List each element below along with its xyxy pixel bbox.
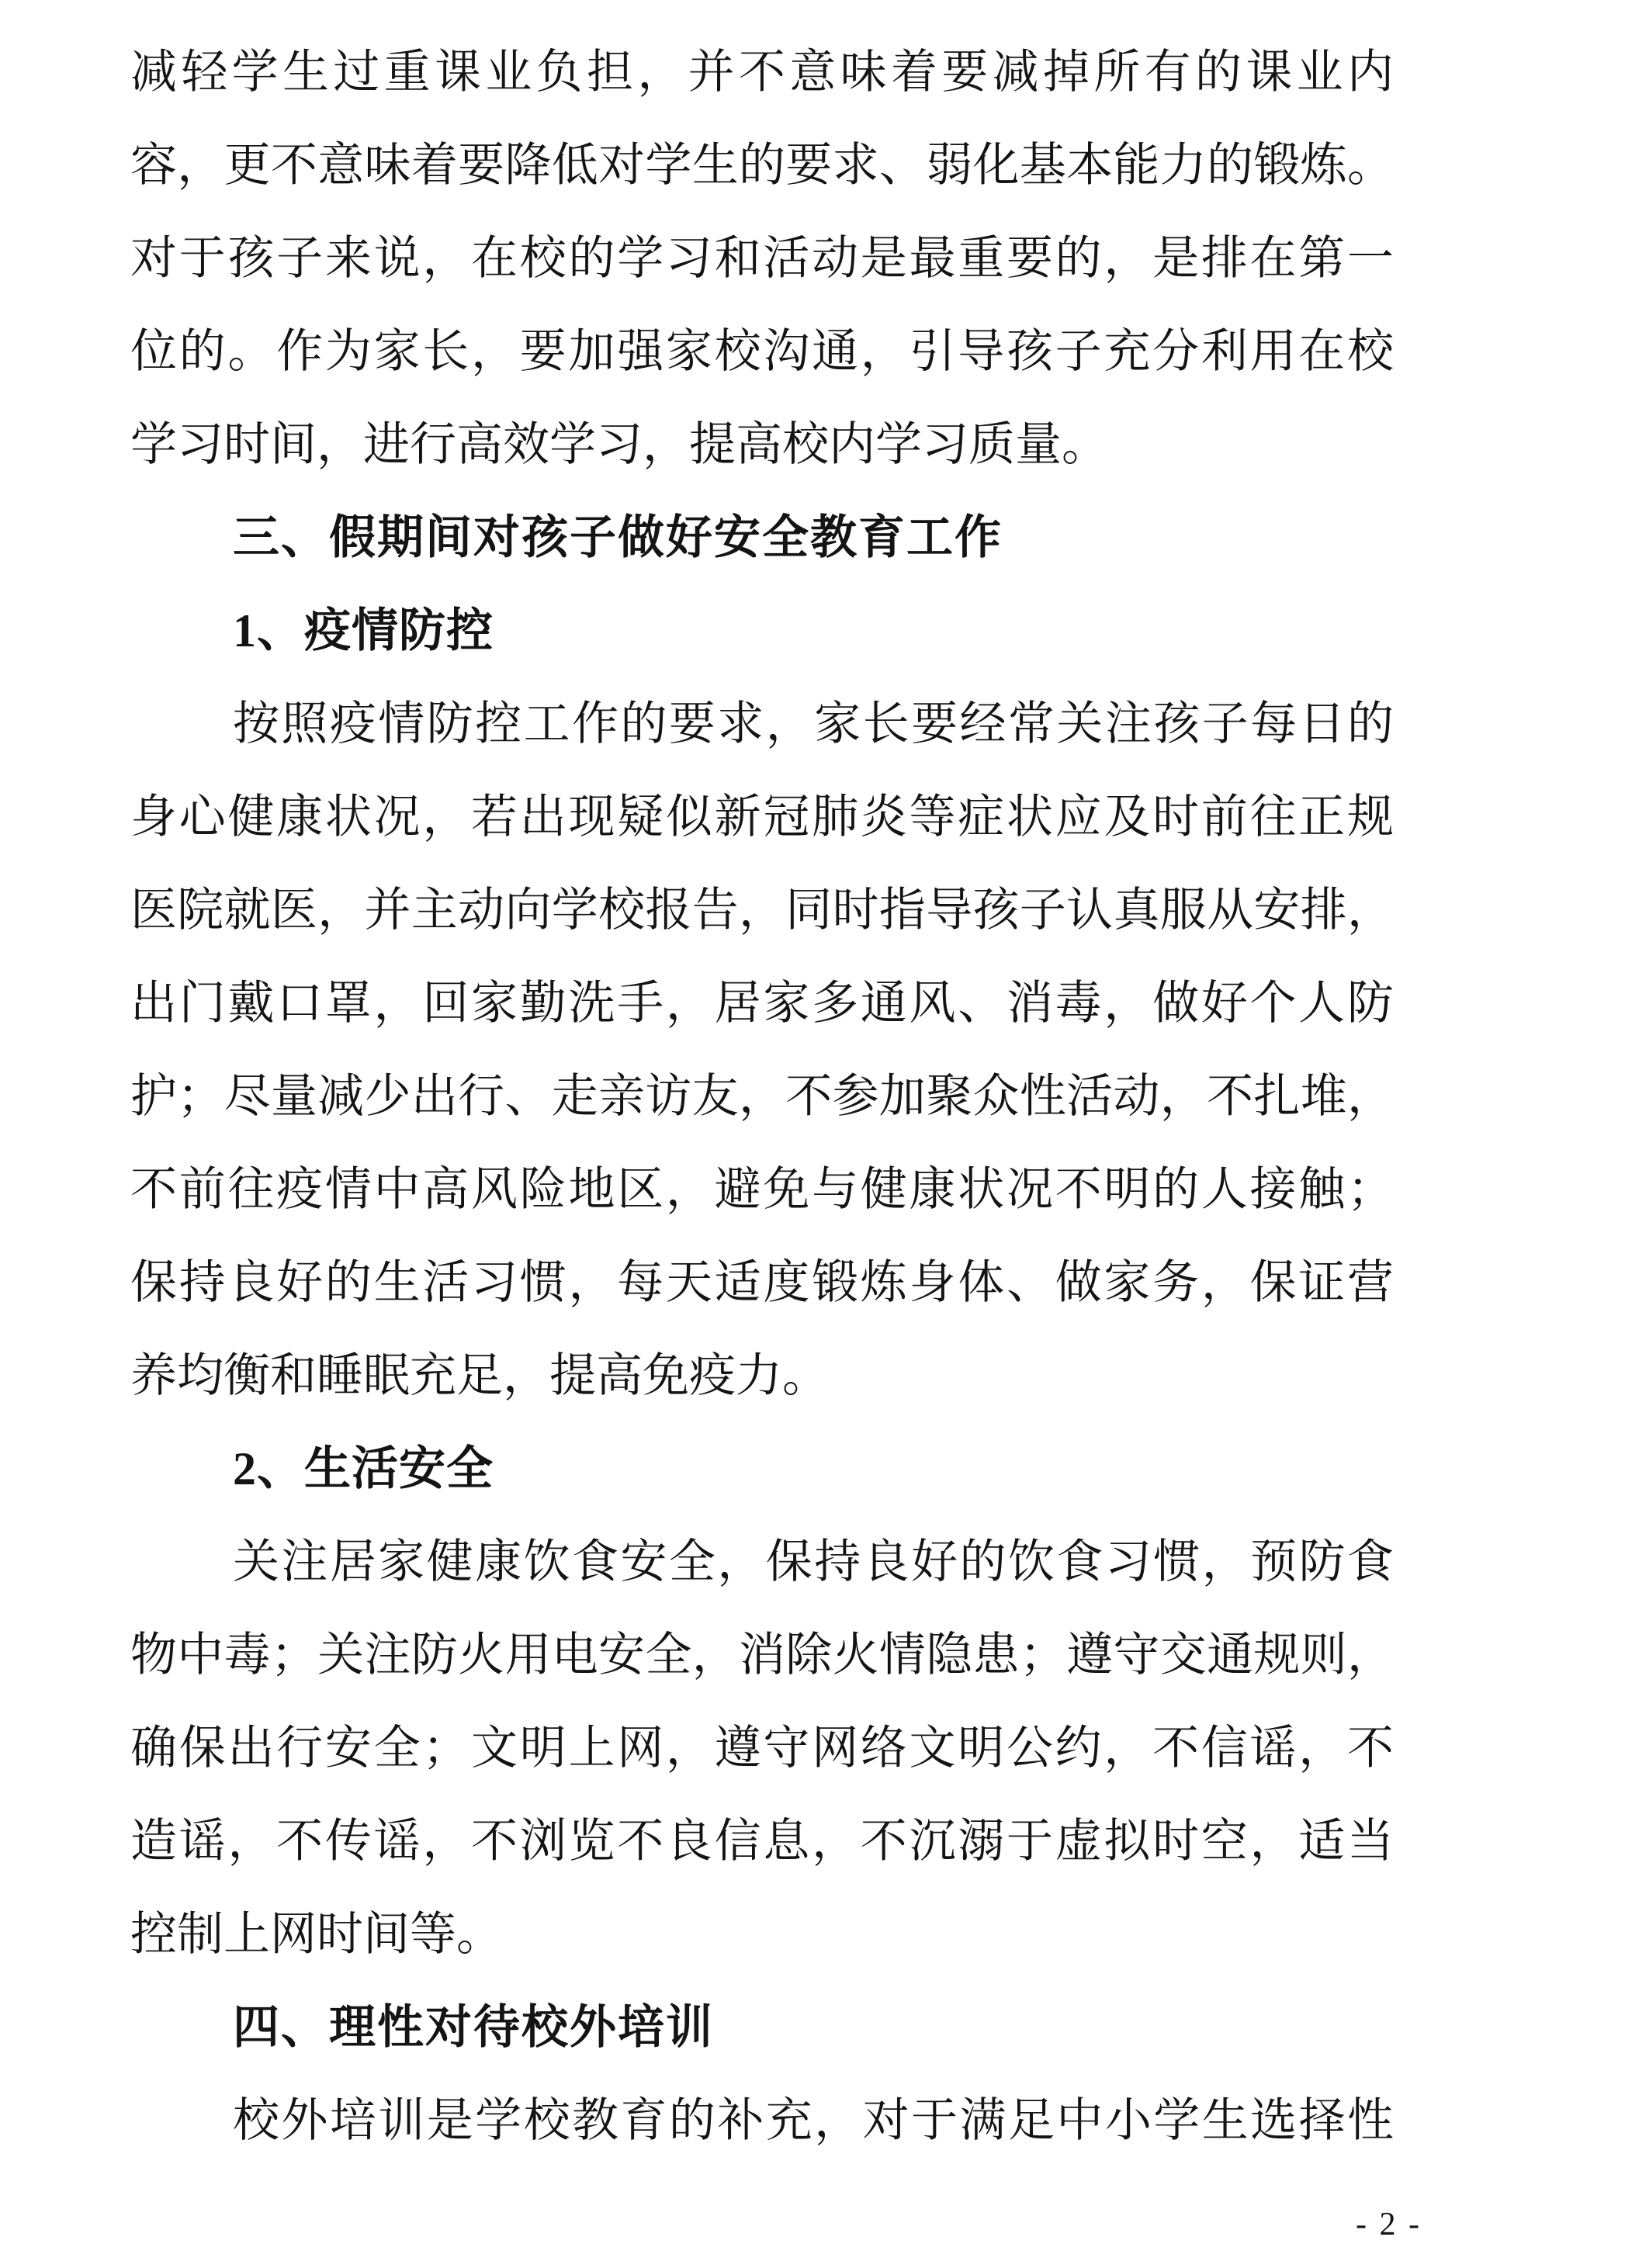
text-line: 确保出行安全；文明上网，遵守网络文明公约，不信谣，不 [130,1723,1394,1774]
text-line: 出门戴口罩，回家勤洗手，居家多通风、消毒，做好个人防 [130,978,1394,1029]
text-line: 校外培训是学校教育的补充，对于满足中小学生选择性 [233,2095,1394,2146]
text-line: 护；尽量减少出行、走亲访友，不参加聚众性活动，不扎堆， [130,1071,1394,1122]
text-line: 医院就医，并主动向学校报告，同时指导孩子认真服从安排， [130,885,1394,936]
text-line: 对于孩子来说，在校的学习和活动是最重要的，是排在第一 [130,233,1394,284]
section-heading: 四、理性对待校外培训 [233,2001,714,2053]
text-line: 位的。作为家长，要加强家校沟通，引导孩子充分利用在校 [130,326,1394,377]
text-line: 学习时间，进行高效学习，提高校内学习质量。 [130,419,1108,470]
page-number: - 2 - [1356,2207,1422,2242]
text-line: 按照疫情防控工作的要求，家长要经常关注孩子每日的 [233,698,1394,750]
section-heading: 三、假期间对孩子做好安全教育工作 [233,511,1003,563]
document-text-area [130,26,1394,2167]
text-line: 关注居家健康饮食安全，保持良好的饮食习惯，预防食 [233,1536,1394,1588]
text-line: 容，更不意味着要降低对学生的要求、弱化基本能力的锻炼。 [130,140,1394,191]
text-line: 保持良好的生活习惯，每天适度锻炼身体、做家务，保证营 [130,1257,1394,1308]
text-line: 身心健康状况，若出现疑似新冠肺炎等症状应及时前往正规 [130,791,1394,843]
subsection-heading: 2、生活安全 [233,1443,494,1494]
subsection-heading: 1、疫情防控 [233,605,494,656]
text-line: 物中毒；关注防火用电安全，消除火情隐患；遵守交通规则， [130,1629,1394,1681]
text-line: 减轻学生过重课业负担，并不意味着要减掉所有的课业内 [130,47,1394,98]
text-line: 不前往疫情中高风险地区，避免与健康状况不明的人接触； [130,1164,1394,1215]
text-line: 养均衡和睡眠充足，提高免疫力。 [130,1350,829,1401]
text-line: 造谣，不传谣，不浏览不良信息，不沉溺于虚拟时空，适当 [130,1816,1394,1867]
text-line: 控制上网时间等。 [130,1909,503,1960]
